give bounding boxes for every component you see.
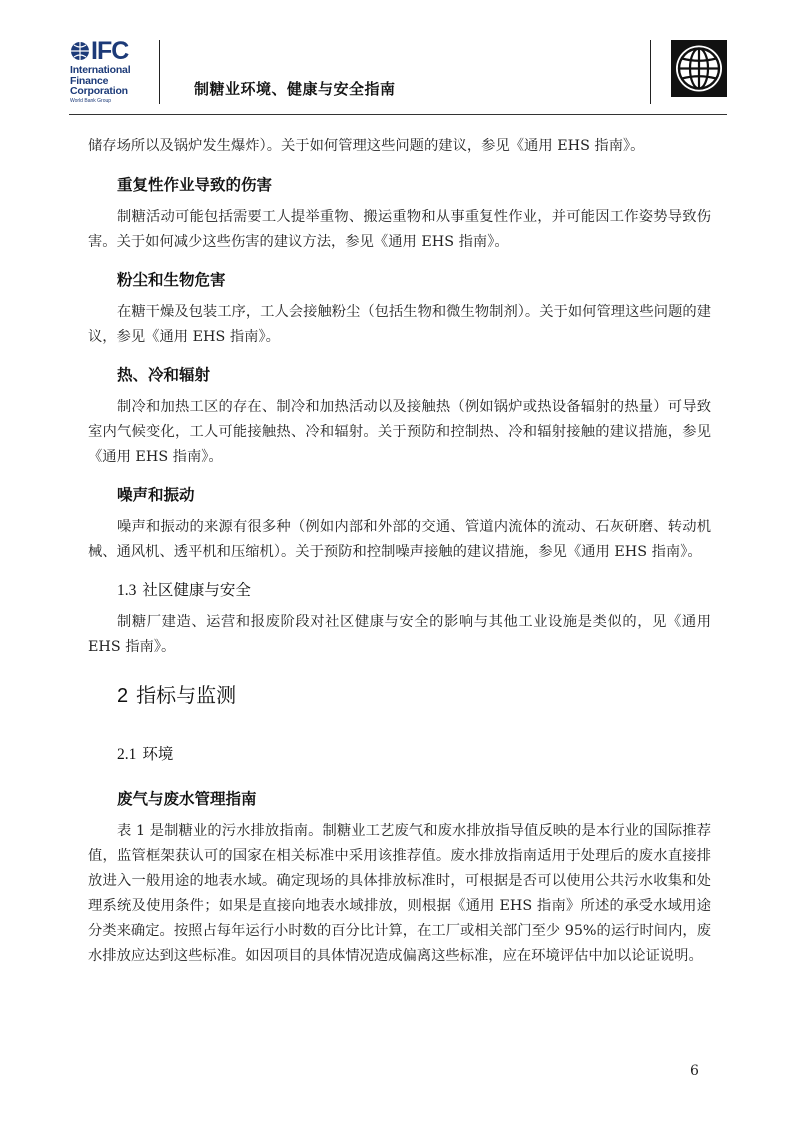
ifc-name-line3: Corporation xyxy=(70,85,128,97)
section-number: 1.3 xyxy=(117,582,137,599)
chapter-number: 2 xyxy=(117,685,129,707)
ifc-acronym: IFC xyxy=(91,37,129,65)
paragraph-community-health: 制糖厂建造、运营和报废阶段对社区健康与安全的影响与其他工业设施是类似的，见《通用 EHS 指南》。 xyxy=(88,614,711,655)
header-divider-left xyxy=(159,40,160,104)
heading-emissions-effluent: 废气与废水管理指南 xyxy=(117,790,257,808)
paragraph-heat-cold-radiation: 制冷和加热工区的存在、制冷和加热活动以及接触热（例如锅炉或热设备辐射的热量）可导致室内气候变化，工人可能接触热、冷和辐射。关于预防和控制热、冷和辐射接触的建议措施，参见《通用 EHS 指南》。 xyxy=(88,399,711,465)
paragraph-repetitive-work: 制糖活动可能包括需要工人提举重物、搬运重物和从事重复性作业，并可能因工作姿势导致伤害。关于如何减少这些伤害的建议方法，参见《通用 EHS 指南》。 xyxy=(88,209,711,250)
chapter-heading-indicators xyxy=(117,680,711,710)
world-bank-globe-icon xyxy=(671,40,727,97)
page-body xyxy=(88,134,711,969)
world-bank-logo xyxy=(671,40,727,97)
page-number: 6 xyxy=(690,1063,699,1079)
ifc-logo-mark xyxy=(70,37,150,65)
paragraph-emissions-effluent: 表 1 是制糖业的污水排放指南。制糖业工艺废气和废水排放指导值反映的是本行业的国际推荐值，监管框架获认可的国家在相关标准中采用该推荐值。废水排放指南适用于处理后的废水直接排放进入一般用途的地表水域。确定现场的具体排放标准时，可根据是否可以使用公共污水收集和处理系统及使用条件；如果是直接向地表水域排放，则根据《通用 EHS 指南》所述的承受水域用途分类来确定。按照占每年运行小时数的百分比计算，在工厂或相关部门至少 95%的运行时间内，废水排放应达到这些标准。如因项目的具体情况造成偏离这些标准，应在环境评估中加以论证说明。 xyxy=(88,823,711,964)
paragraph-noise-vibration: 噪声和振动的来源有很多种（例如内部和外部的交通、管道内流体的流动、石灰研磨、转动机械、通风机、透平机和压缩机）。关于预防和控制噪声接触的建议措施，参见《通用 EHS 指南》。 xyxy=(88,519,711,560)
section-title: 环境 xyxy=(142,745,174,763)
heading-repetitive-work-injuries: 重复性作业导致的伤害 xyxy=(117,176,273,194)
section-heading-environment xyxy=(117,742,711,767)
ifc-name-line2: Finance xyxy=(70,74,109,87)
heading-noise-vibration: 噪声和振动 xyxy=(117,486,195,504)
ifc-globe-icon xyxy=(70,41,90,61)
ifc-subline: World Bank Group xyxy=(70,97,112,104)
ifc-name xyxy=(70,65,150,97)
section-title: 社区健康与安全 xyxy=(142,581,251,599)
ifc-logo xyxy=(70,37,150,107)
heading-heat-cold-radiation: 热、冷和辐射 xyxy=(117,366,211,384)
header-divider-right xyxy=(650,40,651,104)
heading-dust-biohazard: 粉尘和生物危害 xyxy=(117,271,226,289)
section-heading-community-health xyxy=(117,578,711,603)
chapter-title: 指标与监测 xyxy=(136,683,237,707)
section-number: 2.1 xyxy=(117,746,137,763)
page-header xyxy=(0,0,793,120)
ifc-name-line1: International xyxy=(70,64,131,76)
header-title: 制糖业环境、健康与安全指南 xyxy=(194,80,396,98)
paragraph-continued: 储存场所以及锅炉发生爆炸）。关于如何管理这些问题的建议，参见《通用 EHS 指南》。 xyxy=(88,138,645,154)
header-rule xyxy=(69,114,727,115)
paragraph-dust-biohazard: 在糖干燥及包装工序，工人会接触粉尘（包括生物和微生物制剂）。关于如何管理这些问题的建议，参见《通用 EHS 指南》。 xyxy=(88,304,711,345)
